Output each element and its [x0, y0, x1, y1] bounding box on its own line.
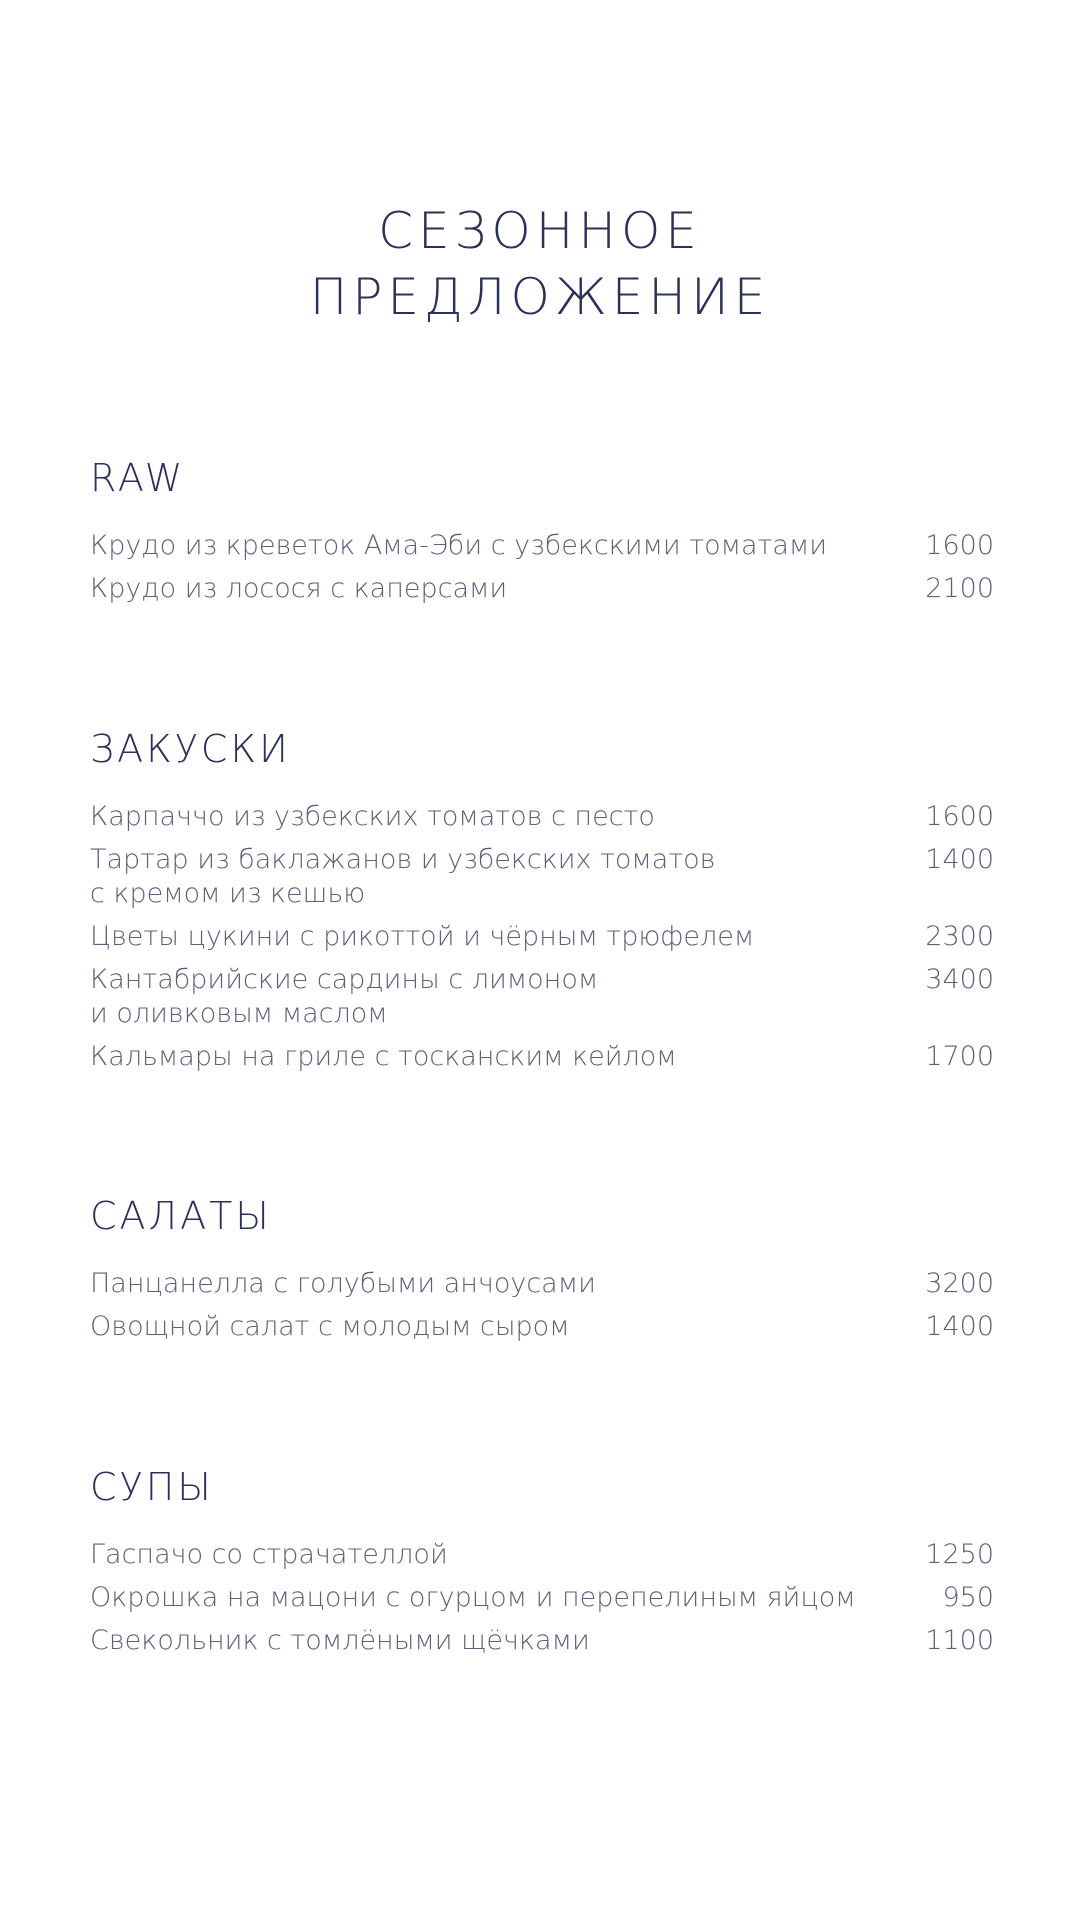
item-price: 2100 — [925, 573, 994, 604]
item-name: Кальмары на гриле с тосканским кейлом — [90, 1041, 677, 1072]
section-zakuski — [90, 726, 994, 1083]
menu-item — [90, 1310, 994, 1344]
item-price: 3400 — [925, 964, 994, 995]
menu-item — [90, 1581, 994, 1615]
item-price: 2300 — [925, 921, 994, 952]
section-heading: ЗАКУСКИ — [90, 727, 291, 771]
section-heading: СУПЫ — [90, 1465, 214, 1509]
section-heading: RAW — [90, 456, 186, 500]
item-price: 1700 — [925, 1041, 994, 1072]
menu-item — [90, 963, 994, 1031]
menu-list — [90, 1538, 994, 1667]
section-salaty — [90, 1193, 994, 1353]
page-title-line-1: СЕЗОННОЕ — [378, 202, 702, 260]
page-title — [0, 198, 1080, 330]
section-supy — [90, 1464, 994, 1667]
item-name: Окрошка на мацони с огурцом и перепелиным яйцом — [90, 1582, 856, 1613]
item-name: Тартар из баклажанов и узбекских томатов с кремом из кешью — [90, 844, 716, 909]
item-name: Карпаччо из узбекских томатов с песто — [90, 801, 655, 832]
item-price: 1600 — [925, 801, 994, 832]
item-name: Овощной салат с молодым сыром — [90, 1311, 570, 1342]
menu-item — [90, 1538, 994, 1572]
item-name: Цветы цукини с рикоттой и чёрным трюфелем — [90, 921, 755, 952]
item-name: Кантабрийские сардины с лимоном и оливковым маслом — [90, 964, 599, 1029]
item-price: 1400 — [925, 1311, 994, 1342]
item-name: Свекольник с томлёными щёчками — [90, 1625, 590, 1656]
item-price: 1250 — [925, 1539, 994, 1570]
menu-item — [90, 920, 994, 954]
page-title-line-2: ПРЕДЛОЖЕНИЕ — [309, 268, 771, 326]
item-price: 1400 — [925, 844, 994, 875]
item-name: Крудо из креветок Ама-Эби с узбекскими томатами — [90, 530, 828, 561]
item-price: 3200 — [925, 1268, 994, 1299]
item-price: 1600 — [925, 530, 994, 561]
section-heading: САЛАТЫ — [90, 1194, 272, 1238]
menu-item — [90, 1040, 994, 1074]
item-price: 950 — [942, 1582, 994, 1613]
menu-item — [90, 843, 994, 911]
item-name: Гаспачо со страчателлой — [90, 1539, 448, 1570]
menu-item — [90, 1267, 994, 1301]
item-price: 1100 — [925, 1625, 994, 1656]
menu-item — [90, 800, 994, 834]
item-name: Крудо из лосося с каперсами — [90, 573, 508, 604]
section-raw — [90, 455, 994, 615]
menu-list — [90, 529, 994, 615]
menu-item — [90, 1624, 994, 1658]
menu-item — [90, 572, 994, 606]
menu-list — [90, 800, 994, 1083]
menu-item — [90, 529, 994, 563]
menu-list — [90, 1267, 994, 1353]
item-name: Панцанелла с голубыми анчоусами — [90, 1268, 596, 1299]
